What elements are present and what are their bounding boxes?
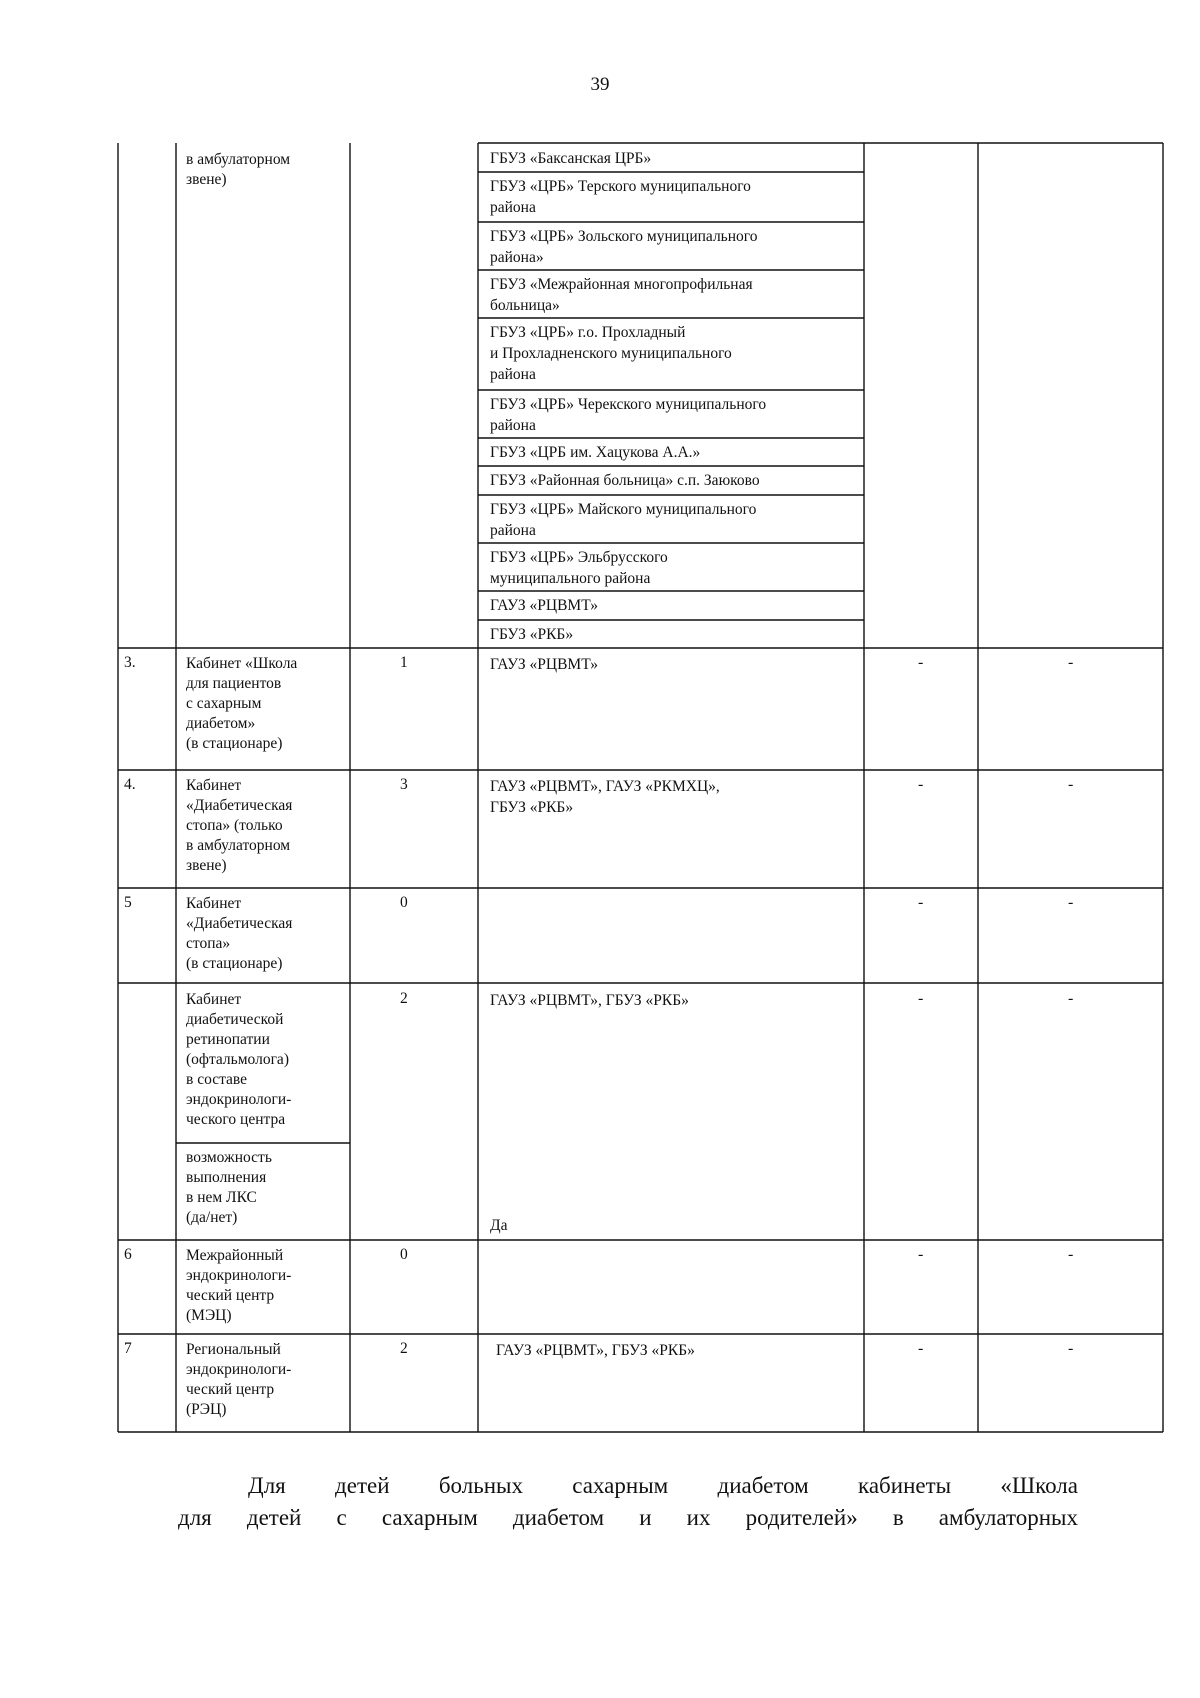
row-orgs: ГАУЗ «РЦВМТ», ГБУЗ «РКБ» (496, 1342, 695, 1359)
row-number: 5 (124, 894, 132, 911)
row-count: 3 (400, 776, 408, 793)
row-number: 7 (124, 1340, 132, 1357)
row-name: Межрайонный эндокринологи- ческий центр (МЭЦ) (186, 1247, 292, 1324)
org-cell: ГБУЗ «Баксанская ЦРБ» (490, 150, 652, 167)
row-col6: - (1068, 990, 1074, 1007)
row-name: Региональный эндокринологи- ческий центр (РЭЦ) (186, 1341, 292, 1418)
org-cell: ГБУЗ «ЦРБ» Зольского муниципального района» (490, 228, 758, 266)
row-orgs: ГАУЗ «РЦВМТ», ГБУЗ «РКБ» (490, 992, 689, 1009)
row-name: Кабинет «Диабетическая стопа» (только в амбулаторном звене) (186, 777, 293, 874)
org-cell: ГБУЗ «ЦРБ» г.о. Прохладный и Прохладненского муниципального района (490, 324, 732, 383)
row-col6: - (1068, 1246, 1074, 1263)
row-col5: - (918, 776, 924, 793)
row-col5: - (918, 894, 924, 911)
page-number: 39 (590, 74, 610, 95)
org-cell: ГБУЗ «Районная больница» с.п. Заюково (490, 472, 760, 489)
row-count: 1 (400, 654, 408, 671)
row-col6: - (1068, 654, 1074, 671)
row-col5: - (918, 654, 924, 671)
row-col5: - (918, 1340, 924, 1357)
row-name-prev: в амбулаторном звене) (186, 151, 291, 188)
row-orgs: Да (490, 1217, 508, 1234)
row-name: возможность выполнения в нем ЛКС (да/нет) (186, 1149, 272, 1226)
row-count: 0 (400, 1246, 408, 1263)
org-cell: ГБУЗ «ЦРБ» Эльбрусского муниципального района (490, 549, 668, 587)
row-col5: - (918, 990, 924, 1007)
row-count: 2 (400, 1340, 408, 1357)
row-name: Кабинет «Диабетическая стопа» (в стационаре) (186, 895, 293, 972)
org-cell: ГБУЗ «ЦРБ» Черекского муниципального района (490, 396, 767, 434)
row-col6: - (1068, 1340, 1074, 1357)
paragraph-line: Для детей больных сахарным диабетом кабинеты «Школа (248, 1473, 1078, 1498)
org-cell: ГБУЗ «ЦРБ им. Хацукова А.А.» (490, 444, 701, 461)
org-cell: ГБУЗ «РКБ» (490, 626, 574, 643)
row-count: 0 (400, 894, 408, 911)
row-count: 2 (400, 990, 408, 1007)
row-col5: - (918, 1246, 924, 1263)
row-number: 3. (124, 654, 136, 671)
body-paragraph (178, 1470, 1078, 1534)
row-number: 6 (124, 1246, 132, 1263)
org-cell: ГАУЗ «РЦВМТ» (490, 597, 599, 614)
row-number: 4. (124, 776, 136, 793)
row-name: Кабинет «Школа для пациентов с сахарным диабетом» (в стационаре) (186, 655, 298, 752)
row-col6: - (1068, 894, 1074, 911)
org-cell: ГБУЗ «Межрайонная многопрофильная больница» (490, 276, 753, 314)
paragraph-line: для детей с сахарным диабетом и их родителей» в амбулаторных (178, 1505, 1078, 1530)
org-cell: ГБУЗ «ЦРБ» Терского муниципального района (490, 178, 751, 216)
row-orgs: ГАУЗ «РЦВМТ», ГАУЗ «РКМХЦ», ГБУЗ «РКБ» (490, 778, 720, 816)
row-name: Кабинет диабетической ретинопатии (офтальмолога) в составе эндокринологи- ческого центра (186, 991, 292, 1128)
org-cell: ГБУЗ «ЦРБ» Майского муниципального района (490, 501, 757, 539)
row-col6: - (1068, 776, 1074, 793)
row-orgs: ГАУЗ «РЦВМТ» (490, 656, 599, 673)
